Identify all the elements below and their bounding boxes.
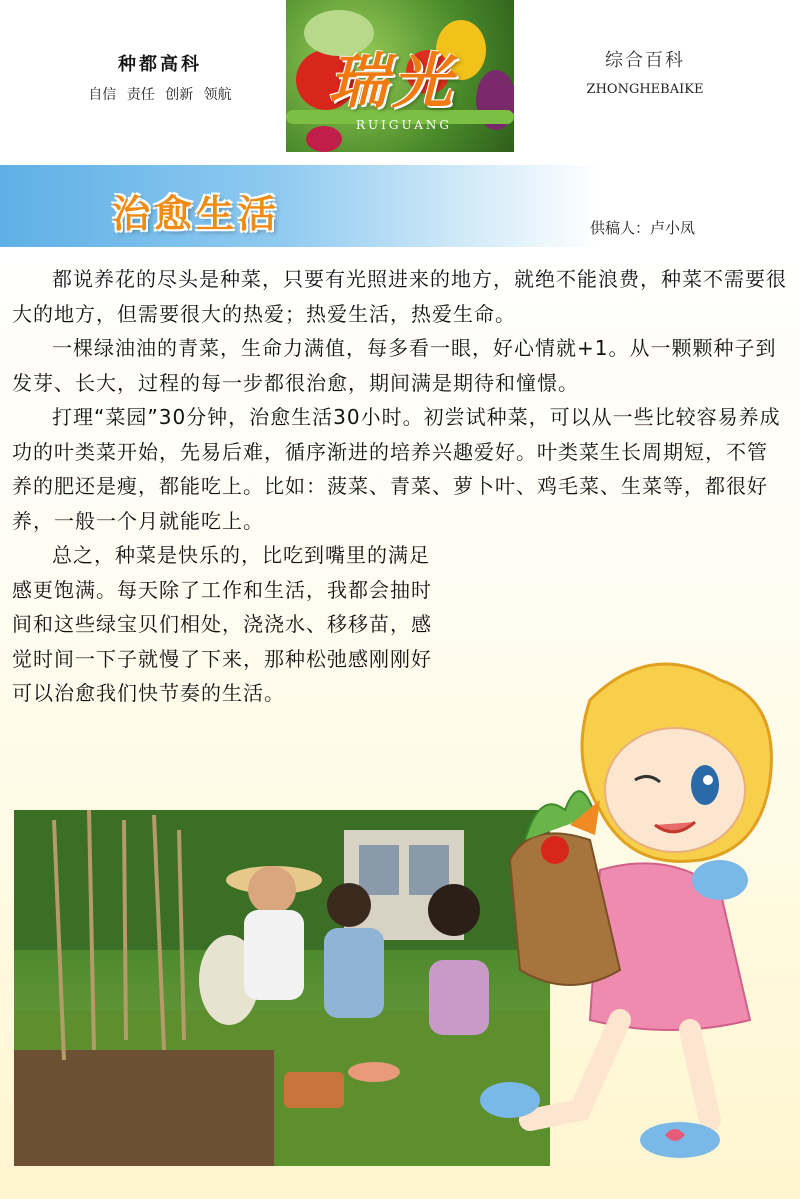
page-title: 治愈生活: [112, 192, 281, 236]
ruiguang-logo: [286, 0, 514, 152]
paragraph-2: 一棵绿油油的青菜，生命力满值，每多看一眼，好心情就+1。从一颗颗种子到发芽、长大，过程的每一步都很治愈，期间满是期待和憧憬。: [12, 336, 777, 395]
category-en: ZHONGHEBAIKE: [586, 82, 704, 97]
paragraph-3: 打理“菜园”30分钟，治愈生活30小时。初尝试种菜，可以从一些比较容易养成功的叶类菜开始，先易后难，循序渐进的培养兴趣爱好。叶类菜生长周期短，不管养的肥还是瘦，都能吃上。比如：菠菜、青菜、萝卜叶、鸡毛菜、生菜等，都很好养，一般一个月就能吃上。: [12, 405, 781, 533]
paragraph-1: 都说养花的尽头是种菜，只要有光照进来的地方，就绝不能浪费，种菜不需要很大的地方，但需要很大的热爱；热爱生活，热爱生命。: [12, 267, 787, 326]
brand-slogan: 自信 责任 创新 领航: [88, 87, 232, 103]
category-cn: 综合百科: [605, 50, 685, 71]
brand-title: 种都高科: [118, 54, 202, 75]
header: [0, 0, 800, 165]
logo-subtext: RUIGUANG: [356, 118, 452, 132]
brand-block: [70, 50, 250, 104]
author-credit: 供稿人：卢小凤: [590, 219, 696, 237]
cartoon-girl-illustration: [470, 640, 790, 1180]
girl-carrying-vegetable-bag: [470, 640, 790, 1180]
title-banner: [0, 165, 800, 247]
logo-text: 瑞光: [328, 47, 456, 117]
category-block: [580, 46, 710, 97]
radish-shape: [306, 126, 342, 152]
paragraph-4: 总之，种菜是快乐的，比吃到嘴里的满足感更饱满。每天除了工作和生活，我都会抽时间和这些绿宝贝们相处，浇浇水、移移苗，感觉时间一下子就慢了下来，那种松弛感刚刚好可以治愈我们快节奏的生活。: [12, 543, 432, 705]
